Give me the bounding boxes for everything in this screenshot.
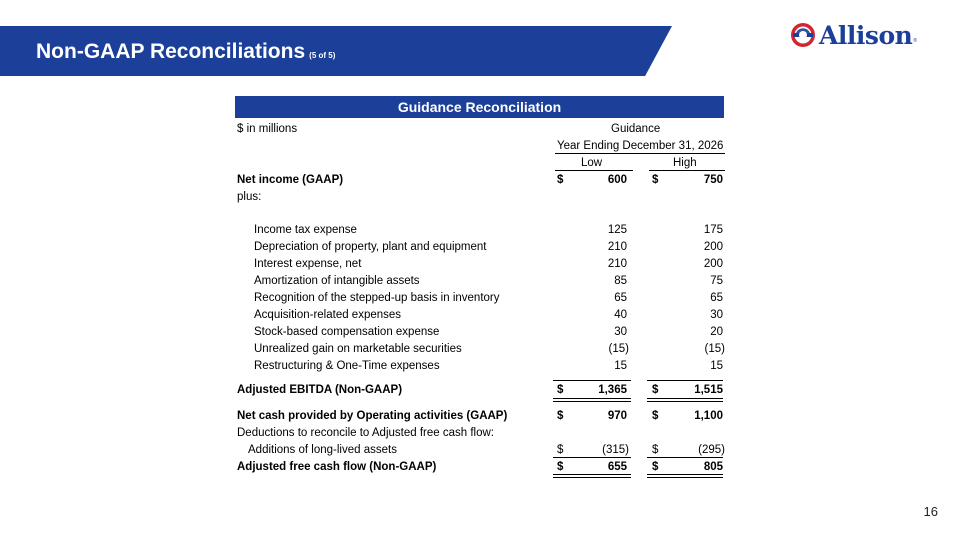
row-label: Adjusted EBITDA (Non-GAAP): [237, 384, 403, 396]
row-label: Amortization of intangible assets: [254, 275, 420, 287]
high-value: (295): [698, 444, 725, 456]
low-double-underline: [553, 474, 631, 478]
row-label: Restructuring & One-Time expenses: [254, 360, 440, 372]
page-title: [36, 40, 335, 64]
high-currency: $: [652, 444, 659, 456]
row-label: Unrealized gain on marketable securities: [254, 343, 462, 355]
low-currency: $: [557, 461, 564, 473]
page-title-subtitle: (5 of 5): [309, 51, 336, 60]
low-currency: $: [557, 444, 564, 456]
low-underline: [555, 170, 633, 171]
page-number: 16: [923, 504, 938, 519]
low-value: 970: [607, 410, 627, 422]
logo-registered-mark: ®: [913, 38, 918, 44]
high-double-underline: [647, 474, 723, 478]
low-value: 210: [607, 258, 627, 270]
high-value: 20: [710, 326, 723, 338]
high-value: 1,100: [694, 410, 723, 422]
high-value: 75: [710, 275, 723, 287]
low-value: 40: [614, 309, 627, 321]
high-value: 805: [703, 461, 723, 473]
low-value: (315): [602, 444, 629, 456]
table-row: [235, 239, 725, 256]
header-period: Year Ending December 31, 2026: [557, 140, 724, 152]
low-underline: [553, 457, 631, 458]
row-label: Adjusted free cash flow (Non-GAAP): [237, 461, 437, 473]
high-currency: $: [652, 410, 659, 422]
table-row: [235, 290, 725, 307]
logo-wordmark: Allison: [819, 20, 913, 50]
row-label: Acquisition-related expenses: [254, 309, 402, 321]
table-row: [235, 222, 725, 239]
header-high: High: [673, 157, 697, 169]
row-label: Recognition of the stepped-up basis in inventory: [254, 292, 500, 304]
header-guidance: Guidance: [611, 123, 661, 135]
low-value: 65: [614, 292, 627, 304]
table-row: [235, 273, 725, 290]
low-currency: $: [557, 410, 564, 422]
low-value: 30: [614, 326, 627, 338]
page-title-text: Non-GAAP Reconciliations: [36, 40, 306, 63]
high-value: 200: [703, 241, 723, 253]
header-row-guidance: [235, 121, 725, 138]
high-underline: [647, 457, 723, 458]
table-row-deductions: [235, 425, 725, 442]
row-label: Stock-based compensation expense: [254, 326, 440, 338]
low-value: 600: [607, 174, 627, 186]
low-value: 210: [607, 241, 627, 253]
table-row: [235, 324, 725, 341]
table-row-plus: [235, 189, 725, 206]
spacer-row: [235, 206, 725, 222]
high-currency: $: [652, 461, 659, 473]
high-value: (15): [704, 343, 725, 355]
table-row: [235, 358, 725, 375]
low-value: 85: [614, 275, 627, 287]
plus-label: plus:: [237, 191, 262, 203]
header-row-period: [235, 138, 725, 155]
high-value: 30: [710, 309, 723, 321]
low-value: 655: [607, 461, 627, 473]
table-row-additions: [235, 442, 725, 459]
high-value: 65: [710, 292, 723, 304]
header-underline: [555, 153, 725, 154]
high-currency: $: [652, 174, 659, 186]
company-logo: [790, 20, 917, 50]
row-label: Net cash provided by Operating activities (GAAP): [237, 410, 508, 422]
table-row-adjusted-ebitda: [235, 380, 725, 400]
row-label: Additions of long-lived assets: [248, 444, 397, 456]
table-row: [235, 307, 725, 324]
reconciliation-table: [235, 121, 725, 476]
deductions-label: Deductions to reconcile to Adjusted free cash flow:: [237, 427, 494, 439]
row-label: Interest expense, net: [254, 258, 362, 270]
allison-logo-mark-icon: [790, 22, 816, 48]
table-row-operating-cash: [235, 408, 725, 425]
high-value: 15: [710, 360, 723, 372]
high-value: 750: [703, 174, 723, 186]
table-title: Guidance Reconciliation: [235, 96, 724, 118]
spacer-row: [235, 400, 725, 408]
row-label: Income tax expense: [254, 224, 357, 236]
high-currency: $: [652, 384, 659, 396]
high-value: 1,515: [694, 384, 723, 396]
header-row-columns: [235, 155, 725, 172]
table-row: [235, 341, 725, 358]
header-low: Low: [581, 157, 603, 169]
table-row-adjusted-fcf: [235, 459, 725, 476]
row-label: Net income (GAAP): [237, 174, 344, 186]
low-value: 15: [614, 360, 627, 372]
low-value: 125: [607, 224, 627, 236]
high-value: 175: [703, 224, 723, 236]
low-currency: $: [557, 384, 564, 396]
unit-label: $ in millions: [237, 123, 298, 135]
table-row: [235, 256, 725, 273]
low-value: 1,365: [598, 384, 627, 396]
table-row-net-income: [235, 172, 725, 189]
row-label: Depreciation of property, plant and equipment: [254, 241, 487, 253]
low-value: (15): [608, 343, 629, 355]
high-underline: [649, 170, 725, 171]
high-value: 200: [703, 258, 723, 270]
low-currency: $: [557, 174, 564, 186]
